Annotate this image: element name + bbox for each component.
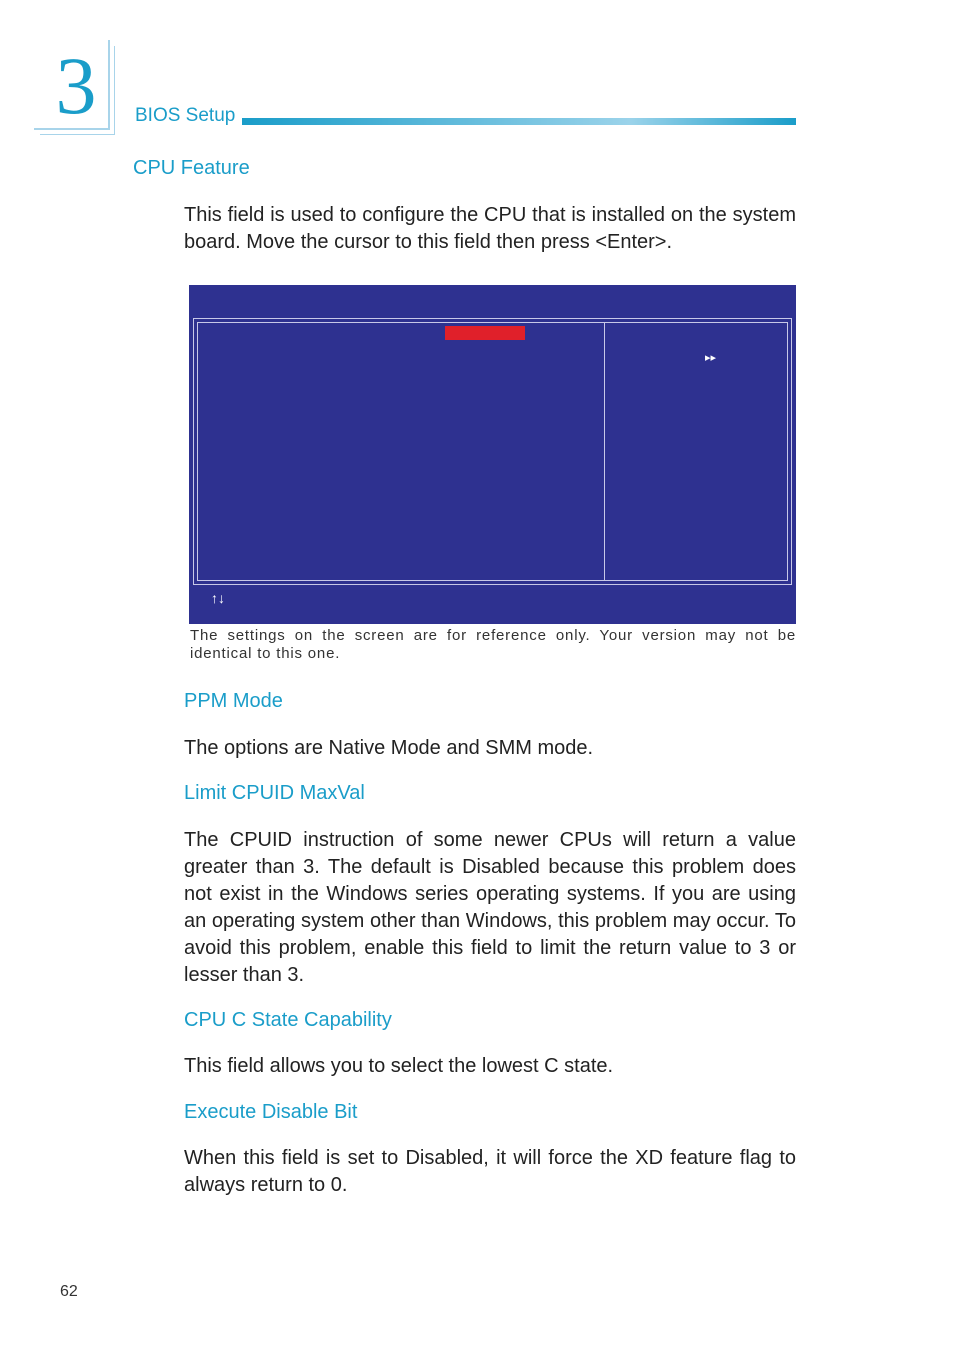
running-head: BIOS Setup (135, 105, 236, 126)
submenu-arrow-icon: ▸▸ (705, 352, 717, 364)
section-title: CPU Feature (133, 157, 250, 179)
up-down-arrows-icon: ↑↓ (211, 590, 225, 606)
subsection-title-execute-disable: Execute Disable Bit (184, 1101, 358, 1123)
subsection-body-limit-cpuid: The CPUID instruction of some newer CPUs will return a value greater than 3. The default is Disabled because this problem does not exist in the Windows series operating systems. If you are using an operating system other than Windows, this problem may occur. To avoid this problem, enable this field to limit the return value to 3 or lesser than 3. (184, 829, 796, 986)
screenshot-caption: The settings on the screen are for reference only. Your version may not be identical to this one. (190, 627, 796, 662)
bios-screenshot (189, 285, 796, 624)
subsection-title-ppm-mode: PPM Mode (184, 690, 283, 712)
bios-selected-item-highlight (445, 326, 525, 340)
subsection-title-limit-cpuid: Limit CPUID MaxVal (184, 782, 365, 804)
subsection-body-execute-disable: When this field is set to Disabled, it will force the XD feature flag to always return to 0. (184, 1147, 796, 1196)
subsection-body-ppm-mode: The options are Native Mode and SMM mode. (184, 737, 594, 759)
section-intro: This field is used to configure the CPU that is installed on the system board. Move the cursor to this field then press <Enter>. (184, 204, 796, 253)
page-number: 62 (60, 1283, 78, 1300)
subsection-body-c-state: This field allows you to select the lowest C state. (184, 1055, 614, 1077)
bios-frame (193, 318, 792, 585)
subsection-title-c-state: CPU C State Capability (184, 1009, 392, 1031)
bios-inner-frame (197, 322, 788, 581)
chapter-number: 3 (55, 40, 97, 131)
header-rule (242, 118, 796, 125)
bios-divider (604, 323, 605, 580)
